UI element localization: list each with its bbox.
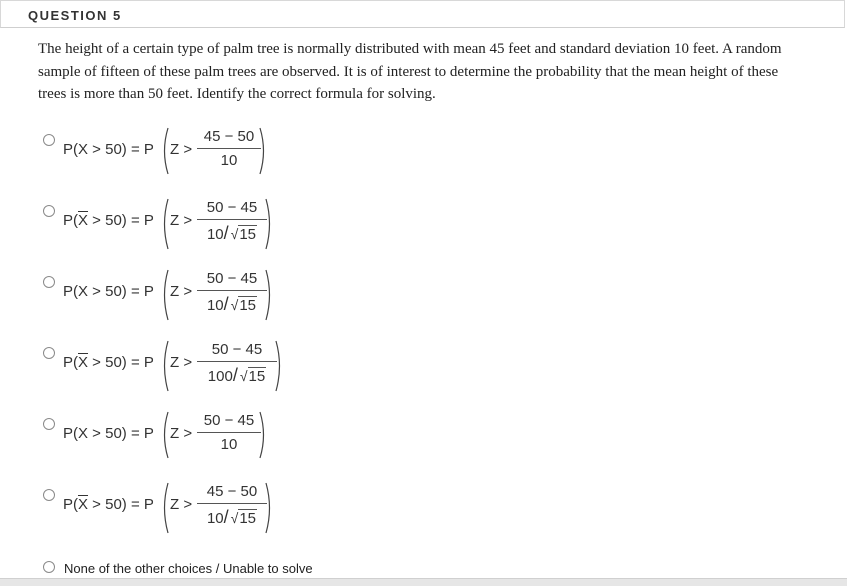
fraction-numerator: 50 − 45 xyxy=(211,341,263,358)
left-paren xyxy=(160,481,170,535)
fraction xyxy=(197,341,277,386)
left-paren xyxy=(160,339,170,393)
formula xyxy=(63,412,363,464)
right-paren xyxy=(264,481,274,535)
formula-variable: X xyxy=(78,283,89,300)
left-paren xyxy=(160,268,170,322)
formula-variable: X xyxy=(78,425,89,442)
right-paren xyxy=(274,339,284,393)
formula xyxy=(63,341,363,393)
fraction-denominator: 10/ √15 xyxy=(206,507,257,527)
radio-button[interactable] xyxy=(43,205,55,217)
formula-variable: $\overline{X}$ xyxy=(78,354,89,371)
fraction-denominator: 100/ √15 xyxy=(207,365,266,385)
left-paren xyxy=(160,126,170,176)
radio-button[interactable] xyxy=(43,276,55,288)
formula-z: Z > xyxy=(170,496,193,513)
formula-z: Z > xyxy=(170,141,193,158)
formula-variable: X xyxy=(78,141,89,158)
fraction-numerator: 50 − 45 xyxy=(206,199,258,216)
formula-lhs: P(X > 50) = P xyxy=(63,283,154,300)
fraction-denominator: 10 xyxy=(220,436,238,453)
left-paren xyxy=(160,410,170,460)
fraction xyxy=(197,270,267,315)
radio-button[interactable] xyxy=(43,347,55,359)
fraction-numerator: 50 − 45 xyxy=(203,412,255,429)
formula xyxy=(63,199,363,251)
answer-option[interactable] xyxy=(0,270,847,336)
fraction-numerator: 45 − 50 xyxy=(203,128,255,145)
formula-z: Z > xyxy=(170,283,193,300)
formula xyxy=(63,270,363,322)
answer-option[interactable] xyxy=(0,412,847,478)
radio-button[interactable] xyxy=(43,418,55,430)
formula-lhs: $P(\overline{X} > 50) = P$ xyxy=(63,354,154,371)
left-paren xyxy=(160,197,170,251)
answer-option[interactable] xyxy=(0,483,847,549)
fraction-denominator: 10 xyxy=(220,152,238,169)
answer-option[interactable] xyxy=(0,341,847,407)
radio-button[interactable] xyxy=(43,134,55,146)
right-paren xyxy=(264,197,274,251)
answer-option[interactable] xyxy=(0,199,847,265)
none-option-label: None of the other choices / Unable to solve xyxy=(64,561,313,576)
formula-variable: $\overline{X}$ xyxy=(78,496,89,513)
fraction-numerator: 50 − 45 xyxy=(206,270,258,287)
question-text: The height of a certain type of palm tree is normally distributed with mean 45 feet and standard deviation 10 feet. A random sample of fifteen of these palm trees are observed. It is of interest to determine the probability that the mean height of these trees is more than 50 feet. Identify the correct formula for solving. xyxy=(38,41,782,102)
right-paren xyxy=(258,410,268,460)
radio-button[interactable] xyxy=(43,561,55,573)
formula-lhs: $P(\overline{X} > 50) = P$ xyxy=(63,212,154,229)
formula-lhs: P(X > 50) = P xyxy=(63,141,154,158)
fraction xyxy=(197,483,267,528)
fraction xyxy=(197,128,261,169)
fraction-denominator: 10/ √15 xyxy=(206,223,257,243)
formula-z: Z > xyxy=(170,212,193,229)
formula xyxy=(63,483,363,535)
formula-z: Z > xyxy=(170,354,193,371)
question-header xyxy=(0,0,845,28)
radio-button[interactable] xyxy=(43,489,55,501)
answer-option-none[interactable] xyxy=(0,559,847,579)
question-title: QUESTION 5 xyxy=(28,8,122,23)
right-paren xyxy=(264,268,274,322)
formula-variable: $\overline{X}$ xyxy=(78,212,89,229)
formula-lhs: $P(\overline{X} > 50) = P$ xyxy=(63,496,154,513)
formula-lhs: P(X > 50) = P xyxy=(63,425,154,442)
answer-option[interactable] xyxy=(0,128,847,194)
fraction-denominator: 10/ √15 xyxy=(206,294,257,314)
fraction xyxy=(197,412,261,453)
fraction-numerator: 45 − 50 xyxy=(206,483,258,500)
formula xyxy=(63,128,363,180)
fraction xyxy=(197,199,267,244)
right-paren xyxy=(258,126,268,176)
formula-z: Z > xyxy=(170,425,193,442)
